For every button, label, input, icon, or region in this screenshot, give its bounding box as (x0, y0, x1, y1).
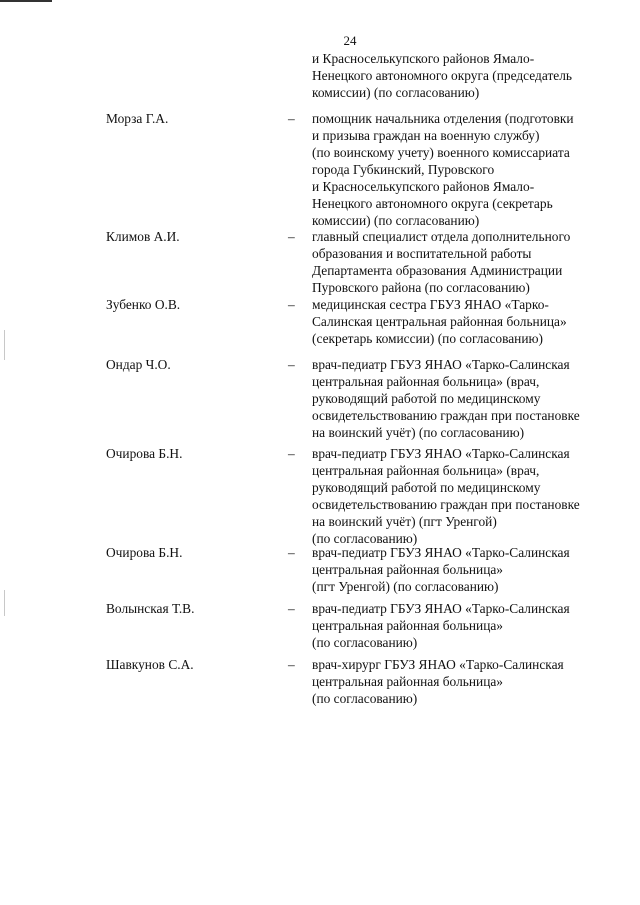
text-line: Пуровского района (по согласованию) (312, 280, 530, 295)
text-line: образования и воспитательной работы (312, 246, 532, 261)
text-line: (пгт Уренгой) (по согласованию) (312, 579, 499, 594)
scan-artifact-line (4, 330, 5, 360)
text-line: (по согласованию) (312, 635, 418, 650)
member-name: Зубенко О.В. (106, 297, 181, 312)
dash-separator: – (288, 446, 295, 461)
text-line: медицинская сестра ГБУЗ ЯНАО «Тарко- (312, 297, 549, 312)
text-line: центральная районная больница» (312, 674, 503, 689)
dash-separator: – (288, 601, 295, 616)
member-role (312, 600, 632, 651)
member-role (312, 445, 632, 547)
member-role (312, 356, 632, 441)
text-line: центральная районная больница» (врач, (312, 463, 540, 478)
text-line: главный специалист отдела дополнительного (312, 229, 571, 244)
text-line: центральная районная больница» (312, 618, 503, 633)
dash-separator: – (288, 545, 295, 560)
member-name: Очирова Б.Н. (106, 545, 183, 560)
member-role (312, 110, 632, 229)
continuation-text (312, 50, 632, 101)
text-line: Ненецкого автономного округа (секретарь (312, 196, 553, 211)
member-name: Шавкунов С.А. (106, 657, 194, 672)
text-line: (секретарь комиссии) (по согласованию) (312, 331, 543, 346)
member-role (312, 228, 632, 296)
dash-separator: – (288, 357, 295, 372)
text-line: врач-педиатр ГБУЗ ЯНАО «Тарко-Салинская (312, 357, 570, 372)
member-role (312, 296, 632, 347)
text-line: Ненецкого автономного округа (председатель (312, 68, 573, 83)
text-line: врач-педиатр ГБУЗ ЯНАО «Тарко-Салинская (312, 446, 570, 461)
text-line: и Красноселькупского районов Ямало- (312, 179, 535, 194)
member-name: Климов А.И. (106, 229, 180, 244)
text-line: руководящий работой по медицинскому (312, 480, 541, 495)
member-name: Очирова Б.Н. (106, 446, 183, 461)
text-line: на воинский учёт) (пгт Уренгой) (312, 514, 497, 529)
member-role (312, 656, 632, 707)
text-line: и призыва граждан на военную службу) (312, 128, 540, 143)
member-role (312, 544, 632, 595)
text-line: комиссии) (по согласованию) (312, 213, 480, 228)
text-line: освидетельствованию граждан при постановке (312, 497, 580, 512)
dash-separator: – (288, 111, 295, 126)
scan-artifact-line (4, 590, 5, 616)
dash-separator: – (288, 657, 295, 672)
text-line: Салинская центральная районная больница» (312, 314, 567, 329)
text-line: (по воинскому учету) военного комиссариата (312, 145, 570, 160)
text-line: города Губкинский, Пуровского (312, 162, 495, 177)
text-line: освидетельствованию граждан при постановке (312, 408, 580, 423)
member-name: Волынская Т.В. (106, 601, 195, 616)
text-line: центральная районная больница» (312, 562, 503, 577)
member-name: Ондар Ч.О. (106, 357, 171, 372)
text-line: Департамента образования Администрации (312, 263, 563, 278)
member-name: Морза Г.А. (106, 111, 169, 126)
page-number: 24 (343, 33, 357, 48)
text-line: помощник начальника отделения (подготовки (312, 111, 574, 126)
text-line: врач-хирург ГБУЗ ЯНАО «Тарко-Салинская (312, 657, 564, 672)
text-line: и Красноселькупского районов Ямало- (312, 51, 535, 66)
text-line: (по согласованию) (312, 691, 418, 706)
text-line: (по согласованию) (312, 531, 418, 546)
text-line: центральная районная больница» (врач, (312, 374, 540, 389)
text-line: комиссии) (по согласованию) (312, 85, 480, 100)
text-line: врач-педиатр ГБУЗ ЯНАО «Тарко-Салинская (312, 601, 570, 616)
dash-separator: – (288, 297, 295, 312)
dash-separator: – (288, 229, 295, 244)
text-line: врач-педиатр ГБУЗ ЯНАО «Тарко-Салинская (312, 545, 570, 560)
top-edge-rule (0, 0, 52, 2)
text-line: на воинский учёт) (по согласованию) (312, 425, 525, 440)
text-line: руководящий работой по медицинскому (312, 391, 541, 406)
